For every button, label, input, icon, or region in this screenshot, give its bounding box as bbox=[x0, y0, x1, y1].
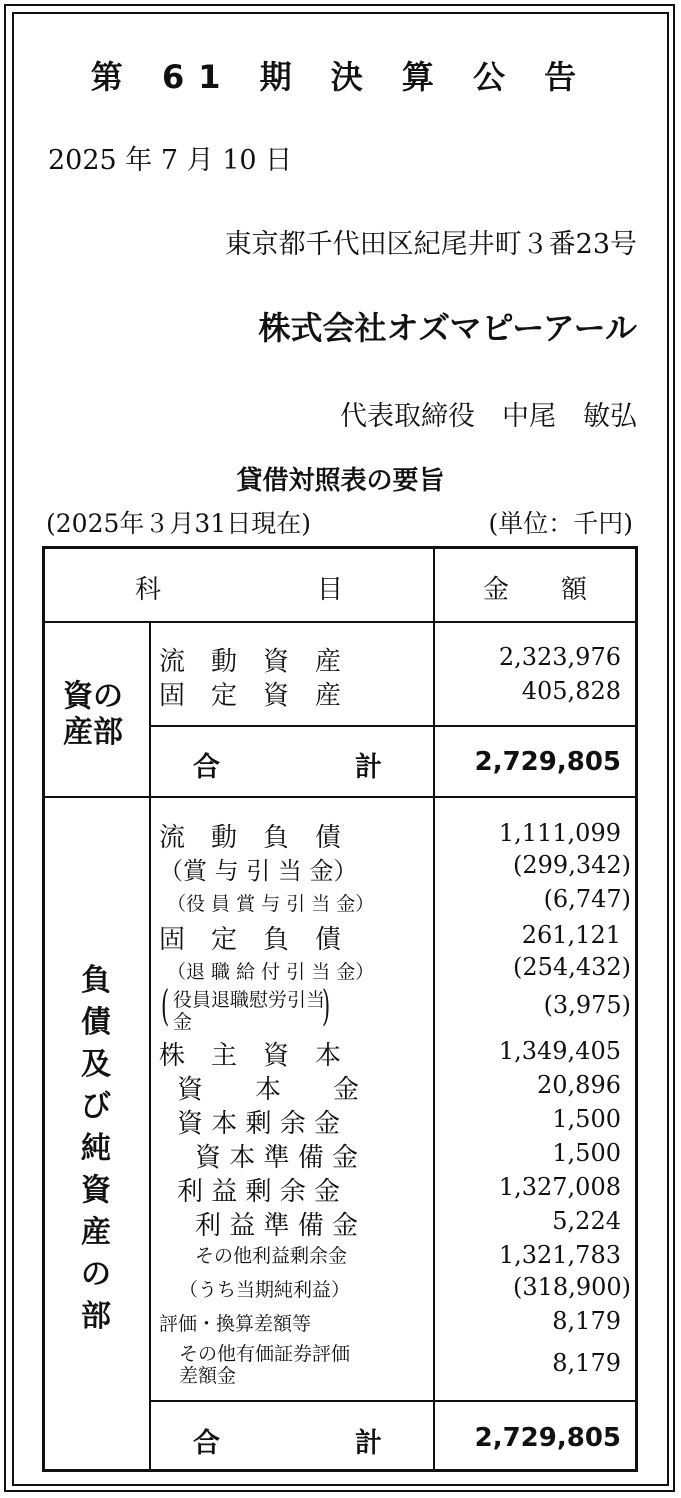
liability-row-label: 流 動 負 債 bbox=[159, 823, 342, 853]
liability-row-label: 資 本 金 bbox=[177, 1075, 360, 1105]
liability-row-amount: (3,975) bbox=[543, 991, 631, 1019]
liability-row-label: 利 益 準 備 金 bbox=[195, 1211, 359, 1241]
asset-row-label: 固 定 資 産 bbox=[159, 681, 342, 711]
liabilities-label-char: 産 bbox=[81, 1215, 111, 1250]
liability-row-label: 資 本 剰 余 金 bbox=[177, 1109, 341, 1139]
liability-row-label: 役員退職慰労引当 bbox=[173, 989, 326, 1011]
liabilities-label-char: び bbox=[81, 1089, 111, 1124]
liability-row-label-cont: 差額金 bbox=[179, 1365, 237, 1387]
liability-row-label: （退 職 給 付 引 当 金） bbox=[167, 961, 375, 983]
header-item: 科 目 bbox=[134, 575, 343, 605]
balance-sheet-title: 貸借対照表の要旨 bbox=[236, 466, 445, 496]
as-of-date: (2025年３月31日現在) bbox=[46, 509, 311, 538]
liabilities-total-amount: 2,729,805 bbox=[474, 1423, 621, 1453]
notice-date: 2025 年 7 月 10 日 bbox=[48, 145, 293, 176]
liability-row-label: その他利益剰余金 bbox=[195, 1245, 348, 1267]
liabilities-label-char: 及 bbox=[81, 1047, 111, 1082]
liability-row-amount: (6,747) bbox=[543, 885, 631, 913]
liability-row-label: 評価・換算差額等 bbox=[159, 1313, 312, 1335]
liability-row-amount: 8,179 bbox=[552, 1349, 621, 1377]
liability-row-amount: (318,900) bbox=[513, 1273, 631, 1301]
liabilities-total-label: 合 計 bbox=[193, 1428, 382, 1459]
liabilities-label-char: 負 bbox=[81, 963, 111, 998]
notice-title: 第 61 期 決 算 公 告 bbox=[90, 58, 591, 96]
liability-row-label: （役 員 賞 与 引 当 金） bbox=[167, 893, 375, 915]
liability-row-amount: 1,327,008 bbox=[498, 1173, 621, 1201]
liabilities-label-char: 債 bbox=[81, 1005, 111, 1040]
liabilities-label-char: 純 bbox=[81, 1131, 111, 1166]
liability-row-amount: (299,342) bbox=[513, 851, 631, 879]
paren-open: ( bbox=[161, 981, 170, 1030]
paren-close: ) bbox=[322, 981, 331, 1030]
assets-section-label-2: 産部 bbox=[63, 715, 123, 750]
balance-sheet-table bbox=[42, 546, 638, 1472]
unit-label: (単位：千円) bbox=[488, 509, 633, 538]
asset-row-label: 流 動 資 産 bbox=[159, 647, 342, 677]
liability-row-amount: 1,500 bbox=[552, 1105, 621, 1133]
liabilities-label-char: 部 bbox=[81, 1299, 111, 1334]
company-name: 株式会社オズマピーアール bbox=[258, 309, 637, 347]
divider bbox=[149, 725, 635, 727]
divider bbox=[149, 621, 151, 1469]
assets-section-label-1: 資の bbox=[63, 679, 123, 714]
liability-row-label: 利 益 剰 余 金 bbox=[177, 1177, 341, 1207]
liability-row-label: 固 定 負 債 bbox=[159, 925, 342, 955]
liability-row-amount: 1,500 bbox=[552, 1139, 621, 1167]
representative: 代表取締役 中尾 敏弘 bbox=[340, 401, 637, 432]
liability-row-amount: 261,121 bbox=[521, 921, 621, 949]
liability-row-label-cont: 金 bbox=[173, 1011, 193, 1033]
liability-row-label: その他有価証券評価 bbox=[179, 1343, 351, 1365]
liability-row-amount: 1,111,099 bbox=[498, 819, 621, 847]
liability-row-amount: (254,432) bbox=[513, 953, 631, 981]
divider bbox=[45, 796, 635, 798]
liability-row-amount: 5,224 bbox=[552, 1207, 621, 1235]
liability-row-amount: 8,179 bbox=[552, 1307, 621, 1335]
assets-total-amount: 2,729,805 bbox=[474, 747, 621, 777]
liability-row-label: 株 主 資 本 bbox=[159, 1041, 342, 1071]
asset-row-amount: 2,323,976 bbox=[498, 643, 621, 671]
liabilities-label-char: 資 bbox=[81, 1173, 111, 1208]
liability-row-label: （うち当期純利益） bbox=[179, 1279, 351, 1301]
divider bbox=[149, 1400, 635, 1402]
assets-total-label: 合 計 bbox=[193, 752, 382, 783]
liability-row-label: （賞 与 引 当 金） bbox=[159, 857, 358, 885]
liabilities-label-char: の bbox=[81, 1257, 111, 1292]
header-amount: 金 額 bbox=[482, 575, 587, 605]
liability-row-amount: 1,349,405 bbox=[498, 1037, 621, 1065]
liability-row-amount: 20,896 bbox=[537, 1071, 621, 1099]
divider bbox=[45, 621, 635, 623]
company-address: 東京都千代田区紀尾井町３番23号 bbox=[224, 229, 637, 260]
liability-row-amount: 1,321,783 bbox=[498, 1241, 621, 1269]
asset-row-amount: 405,828 bbox=[521, 677, 621, 705]
liability-row-label: 資 本 準 備 金 bbox=[195, 1143, 359, 1173]
